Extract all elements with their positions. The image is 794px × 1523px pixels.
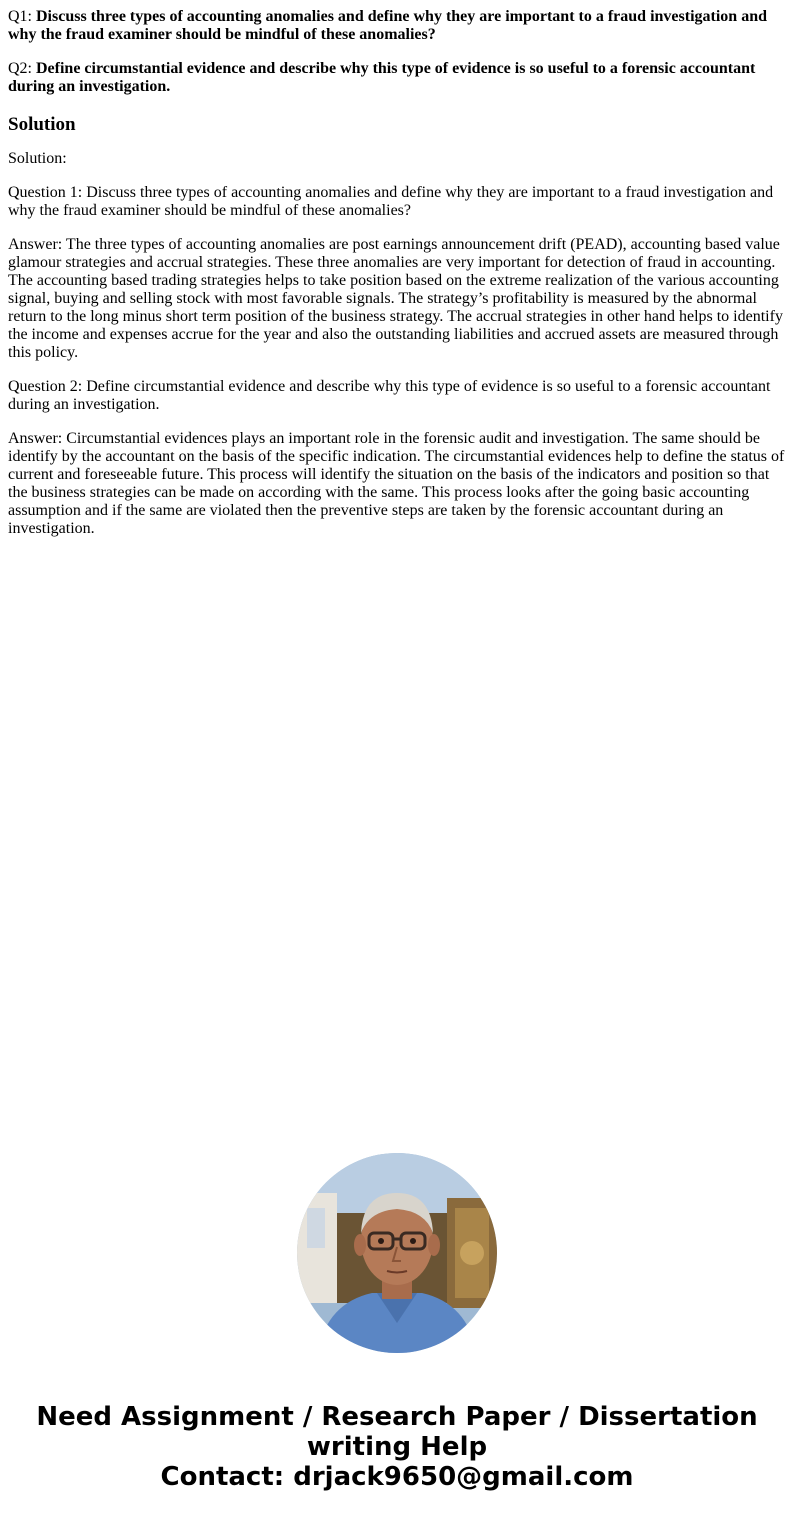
promo-line-1: Need Assignment / Research Paper / Dissertation <box>36 1402 758 1432</box>
question-2-text: Define circumstantial evidence and describe why this type of evidence is so useful to a forensic accountant during an investigation. <box>8 60 756 95</box>
solution-label: Solution: <box>8 150 67 167</box>
solution-question-1: Question 1: Discuss three types of accounting anomalies and define why they are important to a fraud investigation and why the fraud examiner should be mindful of these anomalies? <box>8 184 774 219</box>
solution-answer-1: Answer: The three types of accounting anomalies are post earnings announcement drift (PEAD), accounting based value glamour strategies and accrual strategies. These three anomalies are very important for detection of fraud in accounting. The accounting based trading strategies helps to take position based on the extreme realization of the various accounting signal, buying and selling stock with most favorable signals. The strategy’s profitability is measured by the abnormal return to the long minus short term position of the business strategy. The accrual strategies in other hand helps to identify the income and expenses accrue for the year and also the outstanding liabilities and accrued assets are measured through this policy. <box>8 236 783 361</box>
question-1-prefix: Q1: <box>8 8 36 25</box>
promo-contact: Contact: drjack9650@gmail.com <box>160 1462 634 1492</box>
solution-question-2: Question 2: Define circumstantial evidence and describe why this type of evidence is so useful to a forensic accountant during an investigation. <box>8 378 771 413</box>
solution-answer-2: Answer: Circumstantial evidences plays an important role in the forensic audit and investigation. The same should be identify by the accountant on the basis of the specific indication. The circumstantial evidences help to define the status of current and foreseeable future. This process will identify the situation on the basis of the indicators and position so that the business strategies can be made on according with the same. This process looks after the going basic accounting assumption and if the same are violated then the preventive steps are taken by the forensic accountant during an investigation. <box>8 430 785 537</box>
author-avatar <box>297 1153 497 1353</box>
question-2 <box>8 60 786 96</box>
document-body <box>8 0 786 554</box>
solution-heading: Solution <box>8 114 76 135</box>
question-2-prefix: Q2: <box>8 60 36 77</box>
question-1 <box>8 8 786 44</box>
promo-line-2: writing Help <box>306 1432 488 1462</box>
author-portrait-image <box>297 1153 497 1353</box>
question-1-text: Discuss three types of accounting anomalies and define why they are important to a fraud investigation and why the fraud examiner should be mindful of these anomalies? <box>8 8 767 43</box>
promo-banner <box>0 1402 794 1492</box>
